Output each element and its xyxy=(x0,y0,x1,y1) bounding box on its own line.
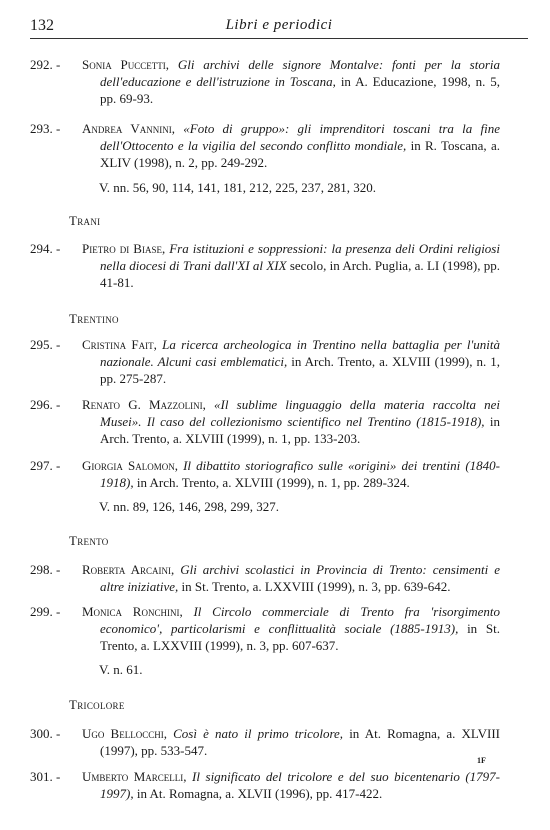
entry-text xyxy=(82,768,500,802)
section-heading-trentino: Trentino xyxy=(69,311,119,326)
entry-author: Pietro di Biase, xyxy=(82,241,166,256)
entry-text xyxy=(82,457,500,491)
margin-mark: 1F xyxy=(477,756,486,765)
bibliography-entry xyxy=(30,336,500,387)
bibliography-entry xyxy=(30,396,500,447)
bibliography-entry xyxy=(30,457,500,491)
entry-author: Giorgia Salomon, xyxy=(82,458,178,473)
entry-title: «Il sublime linguaggio della materia raccolta nei Musei». Il caso del collezionismo scientifico nel Trentino (1815-1918), xyxy=(100,397,501,429)
see-also-trentino: V. nn. 89, 126, 146, 298, 299, 327. xyxy=(99,499,279,514)
entry-source: in Arch. Trento, a. XLVIII (1999), n. 1, pp. 289-324. xyxy=(133,475,410,490)
header-rule xyxy=(30,38,528,39)
section-heading-trani: Trani xyxy=(69,213,101,228)
page-number: 132 xyxy=(30,17,54,34)
entry-text xyxy=(82,725,500,759)
entry-text xyxy=(82,396,500,447)
entry-title: Gli archivi delle signore Montalve: fonti per la storia dell'educazione e dell'istruzione in Toscana, xyxy=(100,57,501,89)
entry-number: 293. - xyxy=(30,121,61,136)
see-also-trento: V. n. 61. xyxy=(99,662,143,677)
entry-number: 296. - xyxy=(30,397,61,412)
entry-source: in St. Trento, a. LXXVIII (1999), n. 3, pp. 639-642. xyxy=(178,579,451,594)
entry-title: Fra istituzioni e soppressioni: la presenza deli Ordini religiosi nella diocesi di Trani dall'XI al XIX xyxy=(100,241,500,273)
entry-number: 294. - xyxy=(30,241,61,256)
entry-title: Il dibattito storiografico sulle «origini» dei trentini (1840-1918), xyxy=(100,458,500,490)
entry-title: Il significato del tricolore e del suo bicentenario (1797-1997), xyxy=(100,769,501,801)
entry-title: Il Circolo commerciale di Trento fra 'risorgimento economico', particolarismi e conflittualità sociale (1885-1913), xyxy=(100,604,500,636)
bibliography-entry xyxy=(30,240,500,291)
entry-text xyxy=(82,240,500,291)
entry-source: in R. Toscana, a. XLIV (1998), n. 2, pp. 249-292. xyxy=(100,138,500,170)
entry-number: 292. - xyxy=(30,57,61,72)
entry-author: Sonia Puccetti, xyxy=(82,57,170,72)
bibliography-entry xyxy=(30,725,500,759)
entry-author: Roberta Arcaini, xyxy=(82,562,175,577)
bibliography-entry xyxy=(30,56,500,107)
entry-source: in Arch. Trento, a. XLVIII (1999), n. 1, pp. 275-287. xyxy=(100,354,501,386)
entry-author: Monica Ronchini, xyxy=(82,604,183,619)
entry-text xyxy=(82,561,500,595)
entry-number: 298. - xyxy=(30,562,61,577)
entry-source: in St. Trento, a. LXXVIII (1999), n. 3, pp. 607-637. xyxy=(100,621,500,653)
entry-source: in At. Romagna, a. XLVII (1996), pp. 417-422. xyxy=(133,786,383,801)
entry-title: La ricerca archeologica in Trentino nella battaglia per l'unità nazionale. Alcuni casi emblematici, xyxy=(100,337,501,369)
entry-text xyxy=(82,56,500,107)
bibliography-entry xyxy=(30,120,500,171)
entry-title: «Foto di gruppo»: gli imprenditori toscani tra la fine dell'Ottocento e la vigilia del secondo conflitto mondiale, xyxy=(100,121,500,153)
entry-text xyxy=(82,336,500,387)
entry-author: Ugo Bellocchi, xyxy=(82,726,167,741)
see-also-toscana: V. nn. 56, 90, 114, 141, 181, 212, 225, 237, 281, 320. xyxy=(99,180,376,195)
entry-title: Gli archivi scolastici in Provincia di Trento: censimenti e altre iniziative, xyxy=(100,562,500,594)
bibliography-entry xyxy=(30,768,500,802)
entry-source: in At. Romagna, a. XLVIII (1997), pp. 533-547. xyxy=(100,726,501,758)
bibliography-entry xyxy=(30,603,500,654)
page-header xyxy=(30,17,528,39)
bibliography-entry xyxy=(30,561,500,595)
entry-number: 297. - xyxy=(30,458,61,473)
entry-author: Cristina Fait, xyxy=(82,337,157,352)
entry-author: Umberto Marcelli, xyxy=(82,769,187,784)
section-heading-tricolore: Tricolore xyxy=(69,697,125,712)
entry-number: 299. - xyxy=(30,604,61,619)
entry-source: in Arch. Trento, a. XLVIII (1999), n. 1, pp. 133-203. xyxy=(100,414,501,446)
entry-source: secolo, in Arch. Puglia, a. LI (1998), pp. 41-81. xyxy=(100,258,500,290)
entry-text xyxy=(82,603,500,654)
entry-author: Andrea Vannini, xyxy=(82,121,176,136)
entry-title: Così è nato il primo tricolore, xyxy=(173,726,344,741)
entry-number: 295. - xyxy=(30,337,61,352)
entry-text xyxy=(82,120,500,171)
entry-source: in A. Educazione, 1998, n. 5, pp. 69-93. xyxy=(100,74,500,106)
entry-number: 301. - xyxy=(30,769,61,784)
entry-author: Renato G. Mazzolini, xyxy=(82,397,206,412)
running-head: Libri e periodici xyxy=(225,17,333,33)
entry-number: 300. - xyxy=(30,726,61,741)
section-heading-trento: Trento xyxy=(69,533,109,548)
